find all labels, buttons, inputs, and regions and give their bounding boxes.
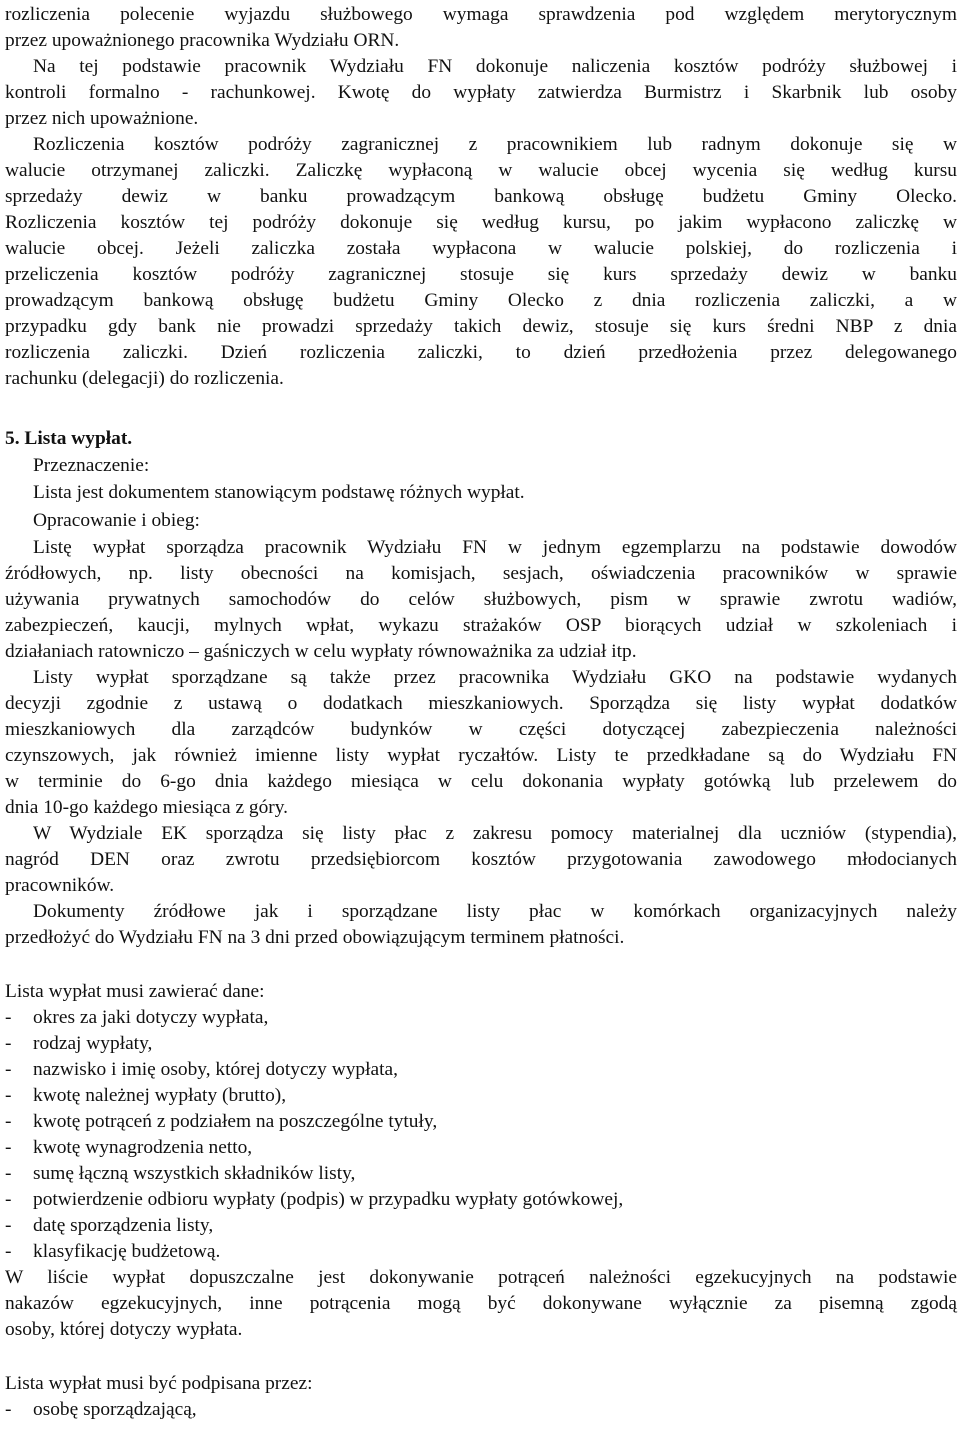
text-line: przez upoważnionego pracownika Wydziału ORN.: [5, 30, 400, 51]
text-line: osoby, której dotyczy wypłata.: [5, 1319, 243, 1340]
text-line: używania prywatnych samochodów do celów służbowych, pism w sprawie zwrotu wadiów,: [5, 589, 957, 610]
list-dash: -: [5, 1111, 12, 1132]
text-line: mieszkaniowych dla zarządców budynków w części dotyczącej zabezpieczenia należności: [5, 719, 957, 740]
text-line: działaniach ratowniczo – gaśniczych w celu wypłaty równoważnika za udział itp.: [5, 641, 637, 662]
text-line: walucie obcej. Jeżeli zaliczka została wypłacona w walucie polskiej, do rozliczenia i: [5, 238, 957, 259]
text-line: rozliczenia polecenie wyjazdu służbowego wymaga sprawdzenia pod względem merytorycznym: [5, 4, 957, 25]
list-item-text: kwotę potrąceń z podziałem na poszczególne tytuły,: [33, 1111, 438, 1132]
list-item-text: kwotę należnej wypłaty (brutto),: [33, 1085, 287, 1106]
text-line: przedłożyć do Wydziału FN na 3 dni przed obowiązującym terminem płatności.: [5, 927, 625, 948]
list-heading: Lista wypłat musi być podpisana przez:: [5, 1373, 313, 1394]
list-dash: -: [5, 1189, 12, 1210]
text-line: źródłowych, np. listy obecności na komisjach, sesjach, oświadczenia pracowników w sprawie: [5, 563, 957, 584]
list-dash: -: [5, 1007, 12, 1028]
text-line: czynszowych, jak również imienne listy wypłat ryczałtów. Listy te przedkładane są do Wydziału FN: [5, 745, 957, 766]
text-line: Lista jest dokumentem stanowiącym podstawę różnych wypłat.: [33, 482, 525, 503]
subheading: Opracowanie i obieg:: [33, 510, 200, 531]
list-item-text: nazwisko i imię osoby, której dotyczy wypłata,: [33, 1059, 398, 1080]
text-line: przez nich upoważnione.: [5, 108, 199, 129]
text-line: Na tej podstawie pracownik Wydziału FN dokonuje naliczenia kosztów podróży służbowej i: [33, 56, 957, 77]
text-line: Rozliczenia kosztów tej podróży dokonuje się według kursu, po jakim wypłacono zaliczkę w: [5, 212, 957, 233]
text-line: dnia 10-go każdego miesiąca z góry.: [5, 797, 289, 818]
list-dash: -: [5, 1085, 12, 1106]
subheading: Przeznaczenie:: [33, 455, 150, 476]
text-line: kontroli formalno - rachunkowej. Kwotę do wypłaty zatwierdza Burmistrz i Skarbnik lub osoby: [5, 82, 957, 103]
text-line: Listy wypłat sporządzane są także przez pracownika Wydziału GKO na podstawie wydanych: [33, 667, 957, 688]
text-line: przypadku gdy bank nie prowadzi sprzedaży takich dewiz, stosuje się kurs średni NBP z dnia: [5, 316, 957, 337]
text-line: przeliczenia kosztów podróży zagranicznej stosuje się kurs sprzedaży dewiz w banku: [5, 264, 957, 285]
list-dash: -: [5, 1059, 12, 1080]
text-line: prowadzącym bankową obsługę budżetu Gminy Olecko z dnia rozliczenia zaliczki, a w: [5, 290, 957, 311]
text-line: nakazów egzekucyjnych, inne potrącenia mogą być dokonywane wyłącznie za pisemną zgodą: [5, 1293, 957, 1314]
list-heading: Lista wypłat musi zawierać dane:: [5, 981, 265, 1002]
text-line: W Wydziale EK sporządza się listy płac z zakresu pomocy materialnej dla uczniów (stypendia),: [33, 823, 957, 844]
list-item-text: klasyfikację budżetową.: [33, 1241, 221, 1262]
list-dash: -: [5, 1241, 12, 1262]
list-item-text: okres za jaki dotyczy wypłata,: [33, 1007, 269, 1028]
text-line: sprzedaży dewiz w banku prowadzącym bankową obsługę budżetu Gminy Olecko.: [5, 186, 957, 207]
list-item-text: rodzaj wypłaty,: [33, 1033, 153, 1054]
list-dash: -: [5, 1215, 12, 1236]
list-item-text: sumę łączną wszystkich składników listy,: [33, 1163, 356, 1184]
text-line: decyzji zgodnie z ustawą o dodatkach mieszkaniowych. Sporządza się listy wypłat dodatków: [5, 693, 957, 714]
text-line: zabezpieczeń, kaucji, mylnych wpłat, wykazu strażaków OSP biorących udział w szkoleniach i: [5, 615, 957, 636]
list-dash: -: [5, 1137, 12, 1158]
text-line: Rozliczenia kosztów podróży zagranicznej z pracownikiem lub radnym dokonuje się w: [33, 134, 957, 155]
list-item-text: kwotę wynagrodzenia netto,: [33, 1137, 253, 1158]
section-heading: 5. Lista wypłat.: [5, 428, 133, 449]
text-line: Listę wypłat sporządza pracownik Wydziału FN w jednym egzemplarzu na podstawie dowodów: [33, 537, 957, 558]
text-line: W liście wypłat dopuszczalne jest dokonywanie potrąceń należności egzekucyjnych na podstawie: [5, 1267, 957, 1288]
text-line: nagród DEN oraz zwrotu przedsiębiorcom kosztów przygotowania zawodowego młodocianych: [5, 849, 957, 870]
text-line: Dokumenty źródłowe jak i sporządzane listy płac w komórkach organizacyjnych należy: [33, 901, 957, 922]
list-item-text: potwierdzenie odbioru wypłaty (podpis) w przypadku wypłaty gotówkowej,: [33, 1189, 624, 1210]
text-line: pracowników.: [5, 875, 115, 896]
text-line: rozliczenia zaliczki. Dzień rozliczenia zaliczki, to dzień przedłożenia przez delegowanego: [5, 342, 957, 363]
list-item-text: osobę sporządzającą,: [33, 1399, 197, 1420]
list-dash: -: [5, 1033, 12, 1054]
text-line: walucie otrzymanej zaliczki. Zaliczkę wypłaconą w walucie obcej wycenia się według kursu: [5, 160, 957, 181]
text-line: rachunku (delegacji) do rozliczenia.: [5, 368, 284, 389]
list-dash: -: [5, 1399, 12, 1420]
list-dash: -: [5, 1163, 12, 1184]
list-item-text: datę sporządzenia listy,: [33, 1215, 214, 1236]
text-line: w terminie do 6-go dnia każdego miesiąca w celu dokonania wypłaty gotówką lub przelewem do: [5, 771, 957, 792]
